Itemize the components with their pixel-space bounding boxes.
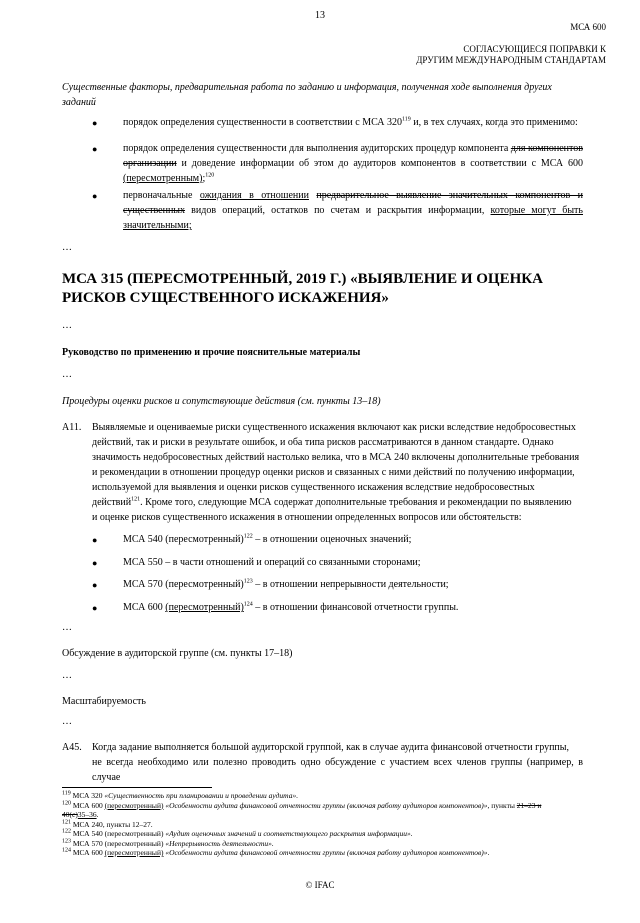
guidance-heading: Руководство по применению и прочие пояснительные материалы (62, 347, 361, 358)
bullet-item: МСА 550 – в части отношений и операций со связанными сторонами; (123, 557, 421, 568)
bullet-item: порядок определения существенности в соответствии с МСА $320^{119}$ и, в тех случаях, когда это применимо: (123, 116, 578, 128)
paragraph-line: используемой для выявления и оценки рисков существенного искажения вследствие недобросовестных (92, 482, 535, 493)
ellipsis: … (62, 320, 72, 331)
paragraph-a11 (92, 420, 583, 525)
paragraph-line: Когда задание выполняется большой аудиторской группой, как в случае аудита финансовой отчетности группы, (92, 742, 570, 753)
footnote: $^{124}$ МСА 600 (пересмотренный) «Особенности аудита финансовой отчетности группы (включая работу аудиторов компонентов)». (62, 847, 490, 857)
bullet-item: МСА 570 (пересмотренный)$^{123}$ – в отношении непрерывности деятельности; (123, 578, 449, 590)
paragraph-label: A45. (62, 742, 82, 753)
section-title (62, 270, 582, 308)
intro-line1: Существенные факторы, предварительная работа по заданию и информация, полученная ходе выполнения других (62, 82, 552, 93)
footnotes (62, 791, 584, 858)
bullet-item: МСА 600 (пересмотренный)$^{124}$ – в отношении финансовой отчетности группы. (123, 601, 459, 613)
bullet-item: первоначальные ожидания в отношении предварительное выявление значительных компонентов и существенных видов операций, остатков по счетам и раскрытия информации, которые могут быть значительными; (123, 190, 584, 231)
intro-heading (62, 80, 584, 110)
paragraph-a45 (92, 740, 583, 785)
paragraph-line: и рекомендации в отношении процедур оценки рисков и связанных с ними действий по получению информации, (92, 467, 575, 478)
procedures-heading: Процедуры оценки рисков и сопутствующие действия (см. пункты 13–18) (62, 396, 381, 407)
paragraph-line: Выявляемые и оцениваемые риски существенного искажения включают как риски вследствие недобросовестных (92, 422, 576, 433)
footnote: $^{122}$ МСА 540 (пересмотренный) «Аудит оценочных значений и соответствующего раскрытия информации». (62, 828, 413, 838)
bullet-icon: ● (92, 191, 98, 201)
running-header (416, 44, 606, 66)
discussion-heading: Обсуждение в аудиторской группе (см. пункты 17–18) (62, 648, 293, 659)
bullet-icon: ● (92, 558, 98, 568)
page-number: 13 (315, 10, 325, 21)
ellipsis: … (62, 716, 72, 727)
paragraph-label: A11. (62, 422, 82, 433)
intro-line2: заданий (62, 97, 96, 108)
section-title-line1: МСА 315 (ПЕРЕСМОТРЕННЫЙ, 2019 Г.) «ВЫЯВЛЕНИЕ И ОЦЕНКА (62, 271, 543, 287)
paragraph-line: действий$^{121}$. Кроме того, следующие МСА содержат дополнительные требования и рекомендации по выявлению (92, 496, 572, 508)
bullet-icon: ● (92, 535, 98, 545)
scalability-heading: Масштабируемость (62, 696, 146, 707)
ellipsis: … (62, 369, 72, 380)
bullet-item: порядок определения существенности для выполнения аудиторских процедур компонента для компонентов организации и доведение информации об этом до аудиторов компонентов в соответствии с МСА 600 (пересмотренным);$^{120}$ (123, 143, 583, 184)
paragraph-line: значимость недобросовестных действий настолько велика, что в МСА 240 включены дополнительные требования (92, 452, 580, 463)
ellipsis: … (62, 622, 72, 633)
ellipsis: … (62, 242, 72, 253)
footnote: $^{121}$ МСА 240, пункты 12–27. (62, 819, 153, 829)
paragraph-line: и оценке рисков существенного искажения в отношении определенных вопросов или обстоятельств: (92, 512, 522, 523)
section-title-line2: РИСКОВ СУЩЕСТВЕННОГО ИСКАЖЕНИЯ» (62, 290, 389, 306)
footnote: $^{123}$ МСА 570 (пересмотренный) «Непрерывность деятельности». (62, 838, 274, 848)
paragraph-line: не всегда необходимо или полезно проводить одно обсуждение с участием всех членов группы (например, в случае (92, 757, 583, 783)
paragraph-line: действий, так и риски в результате ошибок, и оба типа рисков рассматриваются в данном стандарте. Однако (92, 437, 554, 448)
footnote: $^{120}$ МСА 600 (пересмотренный) «Особенности аудита финансовой отчетности группы (включая работу аудиторов компонентов)», пункты 21–23 и 40(c)35–36. (62, 800, 542, 819)
running-header-line2: ДРУГИМ МЕЖДУНАРОДНЫМ СТАНДАРТАМ (416, 55, 606, 65)
bullet-icon: ● (92, 118, 98, 128)
footnote-divider (62, 787, 212, 788)
bullet-icon: ● (92, 580, 98, 590)
footnote: $^{119}$ МСА 320 «Существенность при планировании и проведении аудита». (62, 790, 299, 800)
bullet-item: МСА 540 (пересмотренный)$^{122}$ – в отношении оценочных значений; (123, 533, 412, 545)
footer-copyright: © IFAC (305, 880, 335, 890)
ellipsis: … (62, 670, 72, 681)
bullet-icon: ● (92, 144, 98, 154)
document-id: МСА 600 (570, 22, 606, 32)
running-header-line1: СОГЛАСУЮЩИЕСЯ ПОПРАВКИ К (463, 44, 606, 54)
bullet-icon: ● (92, 603, 98, 613)
